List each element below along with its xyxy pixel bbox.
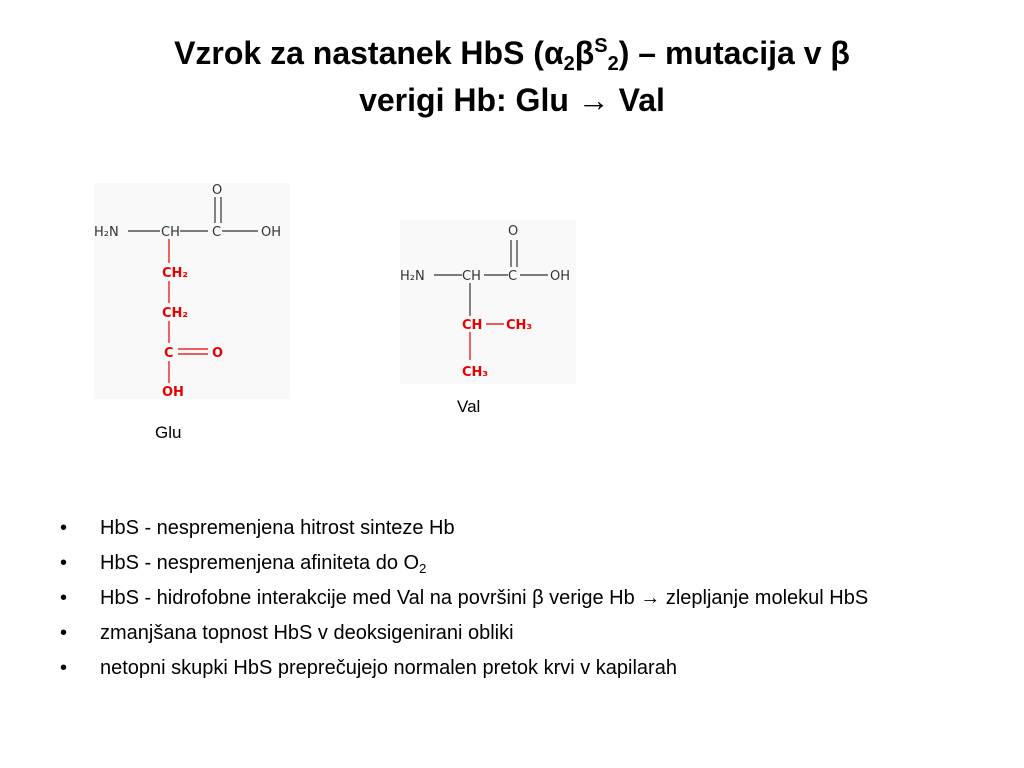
title-line-2: verigi Hb: Glu → Val <box>359 82 665 118</box>
val-o-top-label: O <box>508 224 519 239</box>
glu-o2-label: O <box>212 346 224 361</box>
glu-ch-label: CH <box>161 225 180 240</box>
bullet-list <box>60 516 980 691</box>
glu-c2-label: C <box>164 346 174 361</box>
bullet-text: HbS - hidrofobne interakcije med Val na površini β verige Hb → zlepljanje molekul HbS <box>100 587 869 609</box>
title-sub-2: 2 <box>607 53 619 75</box>
val-c-label: C <box>508 269 518 284</box>
val-structure <box>400 220 576 384</box>
glu-ch2-a-label: CH₂ <box>162 266 189 281</box>
val-h2n-label: H₂N <box>400 269 425 284</box>
bullet-item <box>60 516 980 540</box>
glu-caption: Glu <box>155 423 182 442</box>
bullet-item <box>60 551 980 575</box>
val-ch3-right-label: CH₃ <box>506 318 533 333</box>
glu-c-label: C <box>212 225 222 240</box>
glu-h2n-label: H₂N <box>94 225 119 240</box>
bullet-subscript: 2 <box>419 561 427 576</box>
val-ch-side-label: CH <box>462 318 483 333</box>
title-sup: S <box>594 35 608 57</box>
bullet-dot: • <box>60 622 68 644</box>
val-caption: Val <box>457 397 481 416</box>
title-text-2: β <box>574 35 595 71</box>
glu-oh-label: OH <box>261 225 282 240</box>
bullet-text: zmanjšana topnost HbS v deoksigenirani obliki <box>100 622 514 644</box>
val-ch-label: CH <box>462 269 481 284</box>
glu-ch2-b-label: CH₂ <box>162 306 189 321</box>
bullet-text: HbS - nespremenjena hitrost sinteze Hb <box>100 517 455 539</box>
bullet-dot: • <box>60 517 68 539</box>
bullet-item <box>60 621 980 645</box>
val-structure-svg <box>400 220 576 384</box>
glu-oh2-label: OH <box>162 385 184 399</box>
slide-title <box>40 30 984 124</box>
glu-o-top-label: O <box>212 183 223 198</box>
bullet-text: HbS - nespremenjena afiniteta do O <box>100 552 420 574</box>
bullet-item <box>60 656 980 680</box>
glu-structure-svg <box>94 183 290 399</box>
bullet-item <box>60 586 980 610</box>
bullet-text: netopni skupki HbS preprečujejo normalen pretok krvi v kapilarah <box>100 657 677 679</box>
bullet-dot: • <box>60 552 68 574</box>
glu-structure <box>94 183 290 399</box>
title-text-3: ) – mutacija v β <box>618 35 850 71</box>
val-oh-label: OH <box>550 269 571 284</box>
title-sub-1: 2 <box>563 53 575 75</box>
title-text-1: Vzrok za nastanek HbS (α <box>174 35 564 71</box>
bullet-dot: • <box>60 657 68 679</box>
val-ch3-down-label: CH₃ <box>462 365 489 380</box>
bullet-dot: • <box>60 587 68 609</box>
